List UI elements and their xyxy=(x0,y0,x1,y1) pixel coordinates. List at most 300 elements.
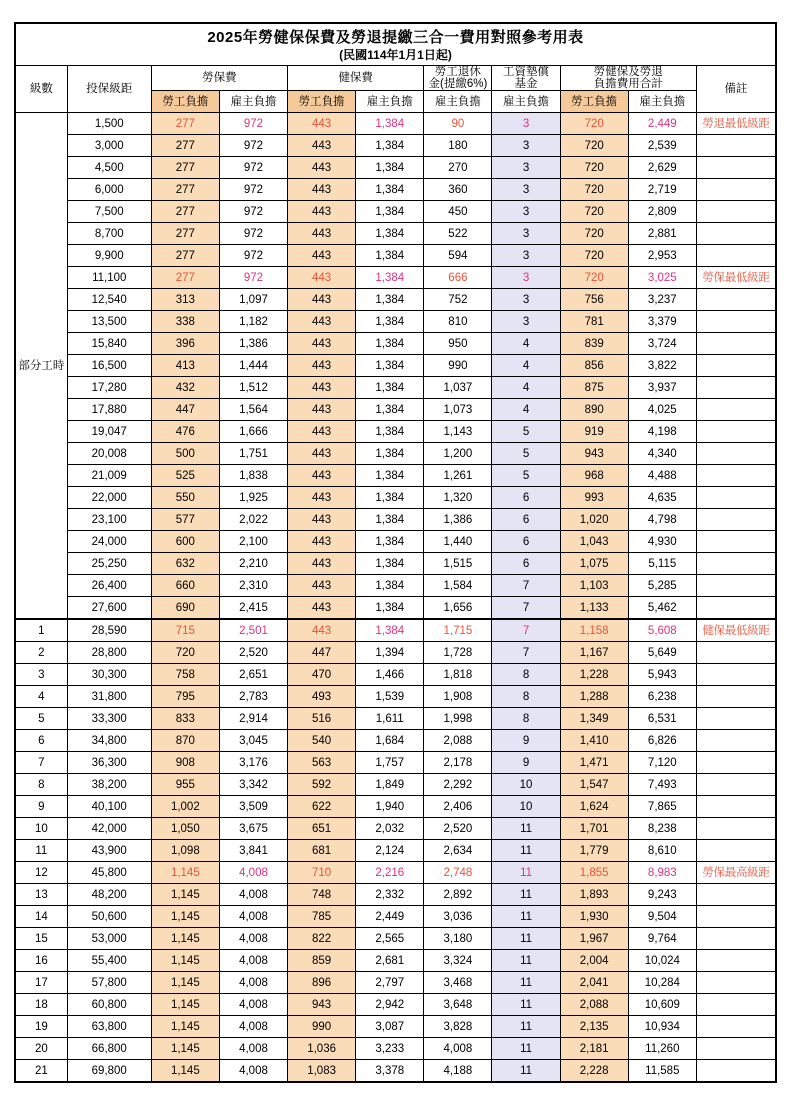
cell-pension: 522 xyxy=(424,223,492,245)
subheader-total-employer: 雇主負擔 xyxy=(628,91,696,113)
cell-salary: 30,300 xyxy=(67,664,151,686)
cell-pension: 3,036 xyxy=(424,906,492,928)
cell-remark: 勞退最低級距 xyxy=(696,113,776,135)
cell-salary: 15,840 xyxy=(67,333,151,355)
cell-health-employee: 443 xyxy=(288,355,356,377)
cell-health-employer: 2,681 xyxy=(356,950,424,972)
cell-remark xyxy=(696,774,776,796)
cell-labor-employee: 396 xyxy=(151,333,219,355)
cell-total-employee: 1,893 xyxy=(560,884,628,906)
cell-remark xyxy=(696,201,776,223)
cell-total-employer: 4,198 xyxy=(628,421,696,443)
cell-total-employee: 2,228 xyxy=(560,1060,628,1083)
cell-labor-employer: 1,444 xyxy=(219,355,287,377)
cell-labor-employer: 3,342 xyxy=(219,774,287,796)
cell-total-employer: 6,238 xyxy=(628,686,696,708)
cell-health-employer: 2,449 xyxy=(356,906,424,928)
cell-total-employee: 968 xyxy=(560,465,628,487)
cell-health-employee: 748 xyxy=(288,884,356,906)
cell-labor-employer: 4,008 xyxy=(219,1016,287,1038)
cell-wage-fund: 5 xyxy=(492,421,560,443)
cell-total-employer: 2,809 xyxy=(628,201,696,223)
cell-wage-fund: 11 xyxy=(492,1016,560,1038)
cell-labor-employer: 1,838 xyxy=(219,465,287,487)
header-pension-line1: 勞工退休 xyxy=(434,66,481,79)
cell-labor-employee: 500 xyxy=(151,443,219,465)
cell-health-employee: 443 xyxy=(288,201,356,223)
cell-health-employer: 1,940 xyxy=(356,796,424,818)
cell-total-employee: 839 xyxy=(560,333,628,355)
header-labor-insurance: 勞保費 xyxy=(151,66,287,91)
header-pension xyxy=(424,66,492,91)
cell-pension: 270 xyxy=(424,157,492,179)
table-row xyxy=(15,135,776,157)
cell-labor-employer: 2,310 xyxy=(219,575,287,597)
cell-labor-employee: 338 xyxy=(151,311,219,333)
cell-labor-employer: 4,008 xyxy=(219,1060,287,1083)
cell-salary: 57,800 xyxy=(67,972,151,994)
cell-wage-fund: 11 xyxy=(492,862,560,884)
cell-total-employer: 10,284 xyxy=(628,972,696,994)
cell-health-employee: 443 xyxy=(288,267,356,289)
cell-wage-fund: 3 xyxy=(492,267,560,289)
header-grade: 級數 xyxy=(15,66,67,113)
cell-health-employer: 1,384 xyxy=(356,553,424,575)
cell-remark: 健保最低級距 xyxy=(696,619,776,642)
cell-total-employee: 1,133 xyxy=(560,597,628,620)
cell-wage-fund: 3 xyxy=(492,201,560,223)
cell-grade: 2 xyxy=(15,642,67,664)
cell-salary: 42,000 xyxy=(67,818,151,840)
cell-total-employer: 6,826 xyxy=(628,730,696,752)
cell-total-employee: 1,020 xyxy=(560,509,628,531)
cell-health-employee: 710 xyxy=(288,862,356,884)
header-total-line1: 勞健保及勞退 xyxy=(593,66,663,79)
cell-labor-employer: 2,022 xyxy=(219,509,287,531)
cell-health-employee: 443 xyxy=(288,553,356,575)
table-body xyxy=(15,113,776,1083)
table-title-cell xyxy=(15,23,776,66)
cell-health-employee: 540 xyxy=(288,730,356,752)
cell-remark xyxy=(696,377,776,399)
cell-pension: 2,520 xyxy=(424,818,492,840)
table-row xyxy=(15,553,776,575)
subheader-labor-employer: 雇主負擔 xyxy=(219,91,287,113)
cell-total-employee: 1,967 xyxy=(560,928,628,950)
cell-total-employer: 2,881 xyxy=(628,223,696,245)
cell-labor-employee: 690 xyxy=(151,597,219,620)
cell-total-employer: 6,531 xyxy=(628,708,696,730)
cell-total-employee: 1,288 xyxy=(560,686,628,708)
cell-health-employee: 443 xyxy=(288,465,356,487)
cell-wage-fund: 11 xyxy=(492,994,560,1016)
cell-health-employee: 443 xyxy=(288,157,356,179)
cell-wage-fund: 3 xyxy=(492,245,560,267)
cell-total-employee: 890 xyxy=(560,399,628,421)
cell-labor-employer: 4,008 xyxy=(219,862,287,884)
cell-salary: 22,000 xyxy=(67,487,151,509)
cell-health-employee: 592 xyxy=(288,774,356,796)
cell-total-employee: 2,135 xyxy=(560,1016,628,1038)
cell-total-employee: 2,004 xyxy=(560,950,628,972)
cell-pension: 3,828 xyxy=(424,1016,492,1038)
cell-remark xyxy=(696,796,776,818)
cell-health-employer: 1,384 xyxy=(356,267,424,289)
cell-health-employee: 447 xyxy=(288,642,356,664)
cell-wage-fund: 10 xyxy=(492,774,560,796)
cell-health-employee: 443 xyxy=(288,597,356,620)
cell-total-employee: 1,410 xyxy=(560,730,628,752)
cell-pension: 180 xyxy=(424,135,492,157)
cell-salary: 38,200 xyxy=(67,774,151,796)
table-row xyxy=(15,730,776,752)
cell-total-employee: 720 xyxy=(560,267,628,289)
cell-salary: 34,800 xyxy=(67,730,151,752)
cell-labor-employee: 1,145 xyxy=(151,972,219,994)
cell-pension: 1,200 xyxy=(424,443,492,465)
cell-health-employer: 2,942 xyxy=(356,994,424,1016)
cell-health-employer: 1,384 xyxy=(356,157,424,179)
cell-labor-employer: 4,008 xyxy=(219,994,287,1016)
cell-grade: 11 xyxy=(15,840,67,862)
cell-health-employee: 443 xyxy=(288,509,356,531)
cell-labor-employee: 660 xyxy=(151,575,219,597)
cell-labor-employer: 2,501 xyxy=(219,619,287,642)
cell-pension: 2,406 xyxy=(424,796,492,818)
cell-health-employer: 1,394 xyxy=(356,642,424,664)
table-row xyxy=(15,1060,776,1083)
cell-salary: 53,000 xyxy=(67,928,151,950)
cell-health-employee: 990 xyxy=(288,1016,356,1038)
cell-labor-employer: 2,651 xyxy=(219,664,287,686)
cell-labor-employee: 413 xyxy=(151,355,219,377)
cell-grade: 5 xyxy=(15,708,67,730)
cell-labor-employer: 4,008 xyxy=(219,928,287,950)
cell-wage-fund: 11 xyxy=(492,1038,560,1060)
cell-pension: 2,088 xyxy=(424,730,492,752)
cell-health-employer: 1,757 xyxy=(356,752,424,774)
cell-pension: 2,892 xyxy=(424,884,492,906)
cell-pension: 1,143 xyxy=(424,421,492,443)
cell-remark: 勞保最高級距 xyxy=(696,862,776,884)
cell-labor-employer: 972 xyxy=(219,267,287,289)
cell-labor-employer: 2,520 xyxy=(219,642,287,664)
cell-salary: 20,008 xyxy=(67,443,151,465)
cell-health-employer: 1,384 xyxy=(356,355,424,377)
cell-health-employee: 681 xyxy=(288,840,356,862)
cell-salary: 8,700 xyxy=(67,223,151,245)
table-row xyxy=(15,774,776,796)
cell-wage-fund: 3 xyxy=(492,311,560,333)
cell-pension: 1,261 xyxy=(424,465,492,487)
cell-labor-employee: 577 xyxy=(151,509,219,531)
cell-labor-employee: 1,145 xyxy=(151,862,219,884)
cell-total-employer: 8,610 xyxy=(628,840,696,862)
cell-total-employee: 1,547 xyxy=(560,774,628,796)
table-row xyxy=(15,311,776,333)
cell-total-employee: 856 xyxy=(560,355,628,377)
cell-grade: 8 xyxy=(15,774,67,796)
cell-health-employee: 443 xyxy=(288,179,356,201)
cell-remark xyxy=(696,157,776,179)
cell-health-employer: 1,384 xyxy=(356,509,424,531)
cell-wage-fund: 7 xyxy=(492,597,560,620)
cell-health-employer: 1,384 xyxy=(356,531,424,553)
cell-total-employee: 1,930 xyxy=(560,906,628,928)
cell-total-employee: 993 xyxy=(560,487,628,509)
cell-health-employer: 1,384 xyxy=(356,179,424,201)
cell-labor-employee: 600 xyxy=(151,531,219,553)
cell-total-employer: 2,719 xyxy=(628,179,696,201)
cell-total-employer: 5,943 xyxy=(628,664,696,686)
cell-pension: 1,728 xyxy=(424,642,492,664)
cell-wage-fund: 11 xyxy=(492,972,560,994)
table-row xyxy=(15,157,776,179)
page-subtitle: (民國114年1月1日起) xyxy=(339,47,452,62)
cell-health-employee: 443 xyxy=(288,575,356,597)
table-row xyxy=(15,619,776,642)
cell-total-employer: 3,724 xyxy=(628,333,696,355)
cell-labor-employer: 4,008 xyxy=(219,950,287,972)
cell-wage-fund: 11 xyxy=(492,906,560,928)
table-row xyxy=(15,223,776,245)
cell-total-employer: 4,930 xyxy=(628,531,696,553)
table-row xyxy=(15,465,776,487)
cell-total-employee: 720 xyxy=(560,113,628,135)
cell-wage-fund: 4 xyxy=(492,333,560,355)
cell-salary: 26,400 xyxy=(67,575,151,597)
cell-salary: 24,000 xyxy=(67,531,151,553)
cell-labor-employee: 277 xyxy=(151,245,219,267)
cell-wage-fund: 9 xyxy=(492,752,560,774)
cell-total-employer: 10,024 xyxy=(628,950,696,972)
cell-wage-fund: 11 xyxy=(492,818,560,840)
cell-total-employer: 5,462 xyxy=(628,597,696,620)
cell-salary: 19,047 xyxy=(67,421,151,443)
cell-remark xyxy=(696,950,776,972)
table-row xyxy=(15,796,776,818)
table-row xyxy=(15,928,776,950)
cell-total-employer: 3,937 xyxy=(628,377,696,399)
cell-health-employer: 1,384 xyxy=(356,487,424,509)
cell-labor-employee: 277 xyxy=(151,201,219,223)
cell-health-employee: 563 xyxy=(288,752,356,774)
cell-grade: 18 xyxy=(15,994,67,1016)
cell-total-employee: 943 xyxy=(560,443,628,465)
cell-pension: 4,188 xyxy=(424,1060,492,1083)
cell-labor-employee: 870 xyxy=(151,730,219,752)
cell-wage-fund: 4 xyxy=(492,355,560,377)
table-row xyxy=(15,642,776,664)
cell-total-employee: 781 xyxy=(560,311,628,333)
cell-labor-employer: 4,008 xyxy=(219,1038,287,1060)
cell-labor-employee: 1,050 xyxy=(151,818,219,840)
cell-remark xyxy=(696,311,776,333)
cell-grade: 9 xyxy=(15,796,67,818)
cell-health-employer: 1,384 xyxy=(356,443,424,465)
cell-health-employer: 2,216 xyxy=(356,862,424,884)
cell-total-employer: 5,649 xyxy=(628,642,696,664)
cell-labor-employee: 447 xyxy=(151,399,219,421)
table-row xyxy=(15,487,776,509)
cell-wage-fund: 3 xyxy=(492,135,560,157)
cell-health-employee: 443 xyxy=(288,399,356,421)
cell-health-employer: 1,384 xyxy=(356,377,424,399)
cell-pension: 1,440 xyxy=(424,531,492,553)
cell-wage-fund: 11 xyxy=(492,884,560,906)
cell-labor-employee: 908 xyxy=(151,752,219,774)
cell-labor-employee: 313 xyxy=(151,289,219,311)
cell-pension: 4,008 xyxy=(424,1038,492,1060)
cell-health-employee: 443 xyxy=(288,619,356,642)
cell-total-employee: 1,855 xyxy=(560,862,628,884)
cell-health-employee: 822 xyxy=(288,928,356,950)
cell-grade: 21 xyxy=(15,1060,67,1083)
cell-labor-employer: 1,925 xyxy=(219,487,287,509)
cell-total-employee: 1,701 xyxy=(560,818,628,840)
cell-remark xyxy=(696,135,776,157)
cell-health-employee: 443 xyxy=(288,377,356,399)
cell-remark xyxy=(696,994,776,1016)
cell-grade: 4 xyxy=(15,686,67,708)
subheader-total-employee: 勞工負擔 xyxy=(560,91,628,113)
cell-labor-employer: 972 xyxy=(219,135,287,157)
cell-health-employer: 1,384 xyxy=(356,245,424,267)
cell-health-employee: 943 xyxy=(288,994,356,1016)
cell-health-employee: 443 xyxy=(288,135,356,157)
cell-remark: 勞保最低級距 xyxy=(696,267,776,289)
cell-remark xyxy=(696,642,776,664)
cell-health-employer: 1,384 xyxy=(356,289,424,311)
cell-pension: 1,998 xyxy=(424,708,492,730)
cell-total-employer: 9,764 xyxy=(628,928,696,950)
cell-salary: 17,880 xyxy=(67,399,151,421)
cell-grade: 10 xyxy=(15,818,67,840)
cell-total-employee: 2,088 xyxy=(560,994,628,1016)
cell-wage-fund: 7 xyxy=(492,575,560,597)
cell-health-employee: 443 xyxy=(288,421,356,443)
cell-total-employer: 2,539 xyxy=(628,135,696,157)
cell-pension: 1,715 xyxy=(424,619,492,642)
cell-wage-fund: 8 xyxy=(492,664,560,686)
cell-labor-employee: 277 xyxy=(151,223,219,245)
table-row xyxy=(15,575,776,597)
table-row xyxy=(15,862,776,884)
cell-total-employee: 1,349 xyxy=(560,708,628,730)
cell-labor-employer: 1,512 xyxy=(219,377,287,399)
cell-wage-fund: 3 xyxy=(492,179,560,201)
table-row xyxy=(15,906,776,928)
cell-wage-fund: 7 xyxy=(492,619,560,642)
table-row xyxy=(15,950,776,972)
cell-total-employer: 3,025 xyxy=(628,267,696,289)
cell-wage-fund: 8 xyxy=(492,686,560,708)
cell-labor-employee: 277 xyxy=(151,157,219,179)
cell-health-employer: 1,384 xyxy=(356,619,424,642)
cell-salary: 33,300 xyxy=(67,708,151,730)
cell-wage-fund: 6 xyxy=(492,531,560,553)
cell-remark xyxy=(696,730,776,752)
cell-pension: 950 xyxy=(424,333,492,355)
cell-salary: 28,800 xyxy=(67,642,151,664)
cell-pension: 990 xyxy=(424,355,492,377)
cell-wage-fund: 11 xyxy=(492,1060,560,1083)
cell-labor-employer: 2,783 xyxy=(219,686,287,708)
cell-total-employer: 10,609 xyxy=(628,994,696,1016)
cell-labor-employer: 972 xyxy=(219,201,287,223)
cell-remark xyxy=(696,906,776,928)
cell-total-employer: 8,238 xyxy=(628,818,696,840)
cell-labor-employee: 432 xyxy=(151,377,219,399)
table-row xyxy=(15,201,776,223)
cell-total-employer: 4,488 xyxy=(628,465,696,487)
cell-total-employee: 919 xyxy=(560,421,628,443)
cell-salary: 4,500 xyxy=(67,157,151,179)
cell-total-employer: 10,934 xyxy=(628,1016,696,1038)
cell-health-employer: 1,384 xyxy=(356,201,424,223)
cell-salary: 69,800 xyxy=(67,1060,151,1083)
cell-salary: 55,400 xyxy=(67,950,151,972)
cell-labor-employer: 1,097 xyxy=(219,289,287,311)
cell-health-employer: 1,384 xyxy=(356,113,424,135)
cell-wage-fund: 11 xyxy=(492,950,560,972)
subheader-pension-employer: 雇主負擔 xyxy=(424,91,492,113)
cell-salary: 40,100 xyxy=(67,796,151,818)
cell-remark xyxy=(696,421,776,443)
cell-labor-employee: 476 xyxy=(151,421,219,443)
cell-grade: 17 xyxy=(15,972,67,994)
cell-health-employee: 859 xyxy=(288,950,356,972)
cell-labor-employer: 3,841 xyxy=(219,840,287,862)
cell-remark xyxy=(696,1016,776,1038)
cell-labor-employee: 1,145 xyxy=(151,1016,219,1038)
cell-remark xyxy=(696,443,776,465)
cell-labor-employer: 2,415 xyxy=(219,597,287,620)
cell-salary: 17,280 xyxy=(67,377,151,399)
header-remark: 備註 xyxy=(696,66,776,113)
cell-health-employee: 470 xyxy=(288,664,356,686)
cell-total-employee: 720 xyxy=(560,245,628,267)
cell-remark xyxy=(696,531,776,553)
table-row xyxy=(15,597,776,620)
table-row xyxy=(15,840,776,862)
cell-labor-employee: 550 xyxy=(151,487,219,509)
cell-labor-employer: 972 xyxy=(219,245,287,267)
cell-labor-employer: 2,210 xyxy=(219,553,287,575)
cell-health-employer: 1,539 xyxy=(356,686,424,708)
cell-grade: 14 xyxy=(15,906,67,928)
cell-total-employee: 1,167 xyxy=(560,642,628,664)
cell-health-employer: 1,384 xyxy=(356,223,424,245)
cell-salary: 63,800 xyxy=(67,1016,151,1038)
cell-health-employer: 1,849 xyxy=(356,774,424,796)
cell-grade: 15 xyxy=(15,928,67,950)
cell-labor-employee: 1,145 xyxy=(151,884,219,906)
cell-pension: 3,468 xyxy=(424,972,492,994)
cell-total-employee: 756 xyxy=(560,289,628,311)
cell-pension: 1,037 xyxy=(424,377,492,399)
cell-health-employee: 443 xyxy=(288,113,356,135)
cell-salary: 48,200 xyxy=(67,884,151,906)
cell-salary: 25,250 xyxy=(67,553,151,575)
cell-total-employee: 875 xyxy=(560,377,628,399)
header-wage-fund xyxy=(492,66,560,91)
cell-remark xyxy=(696,708,776,730)
cell-salary: 60,800 xyxy=(67,994,151,1016)
cell-remark xyxy=(696,575,776,597)
cell-pension: 3,648 xyxy=(424,994,492,1016)
cell-pension: 1,515 xyxy=(424,553,492,575)
